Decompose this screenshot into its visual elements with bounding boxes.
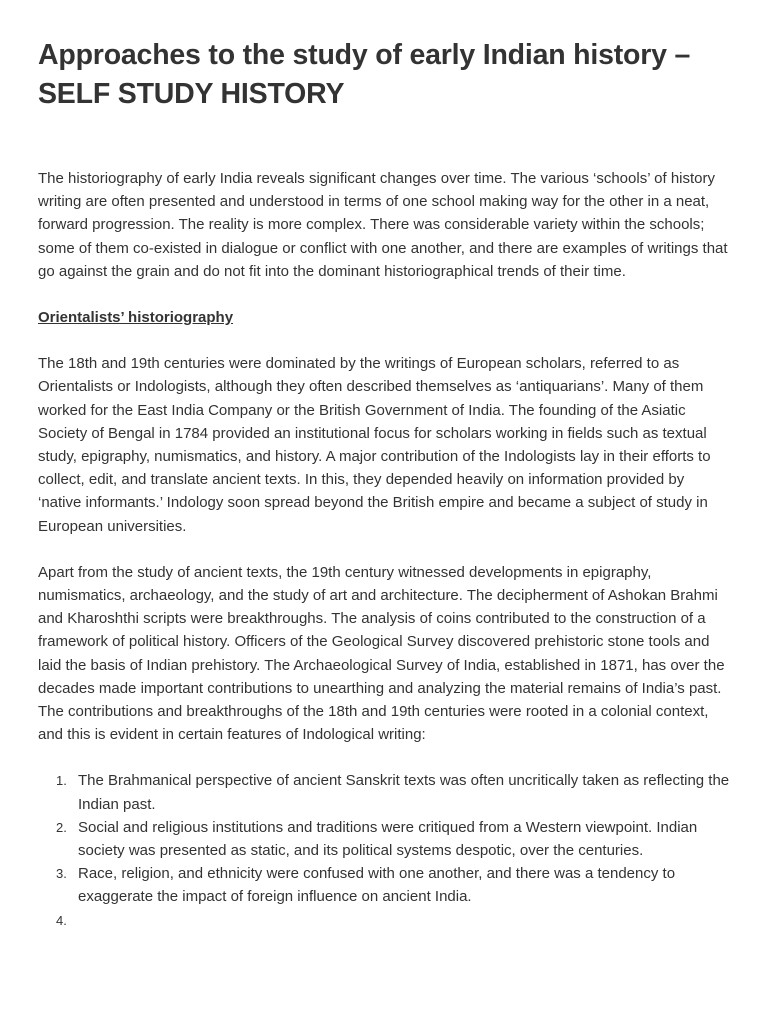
list-item [38, 816, 730, 862]
article-body [38, 167, 730, 932]
list-item-text: The Brahmanical perspective of ancient Sanskrit texts was often uncritically taken as reflecting the Indian past. [78, 772, 730, 813]
list-item [38, 769, 730, 815]
list-item-text: Social and religious institutions and traditions were critiqued from a Western viewpoint. Indian society was presented as static, and its political systems despotic, over the centuries. [78, 818, 698, 860]
list-item [38, 909, 730, 932]
paragraph: Apart from the study of ancient texts, the 19th century witnessed developments in epigraphy, numismatics, archaeology, and the study of art and architecture. The decipherment of Ashokan Brahmi and Kharoshthi scripts were breakthroughs. The analysis of coins contributed to the construction of a framework of political history. Officers of the Geological Survey discovered prehistoric stone tools and laid the basis of Indian prehistory. The Archaeological Survey of India, established in 1871, has over the decades made important contributions to unearthing and analyzing the material remains of India’s past. The contributions and breakthroughs of the 18th and 19th centuries were rooted in a colonial context, and this is evident in certain features of Indological writing: [38, 563, 725, 744]
list-item-text [78, 912, 82, 929]
section-heading-orientalists: Orientalists’ historiography [38, 309, 234, 327]
list-item [38, 862, 730, 908]
paragraph: The 18th and 19th centuries were dominated by the writings of European scholars, referred to as Orientalists or Indologists, although they often described themselves as ‘antiquarians’. Many of them worked for the East India Company or the British Government of India. The founding of the Asiatic Society of Bengal in 1784 provided an institutional focus for scholars working in fields such as textual study, epigraphy, numismatics, and history. A major contribution of the Indologists lay in their efforts to collect, edit, and translate ancient texts. In this, they depended heavily on information provided by ‘native informants.’ Indology soon spread beyond the British empire and became a subject of study in European universities. [38, 355, 711, 535]
list-number: 3. [56, 866, 67, 882]
numbered-list [38, 769, 730, 931]
intro-paragraph: The historiography of early India reveals significant changes over time. The various ‘schools’ of history writing are often presented and understood in terms of one school making way for the other in a neat, forward progression. The reality is more complex. There was considerable variety within the schools; some of them co-existed in dialogue or conflict with one another, and there are examples of writings that go against the grain and do not fit into the dominant historiographical trends of their time. [38, 170, 728, 280]
list-number: 4. [56, 912, 67, 928]
list-number: 1. [56, 773, 67, 789]
list-item-text: Race, religion, and ethnicity were confused with one another, and there was a tendency to exaggerate the impact of foreign influence on ancient India. [78, 865, 676, 906]
list-number: 2. [56, 819, 67, 835]
page-title: Approaches to the study of early Indian history – SELF STUDY HISTORY [38, 39, 691, 110]
